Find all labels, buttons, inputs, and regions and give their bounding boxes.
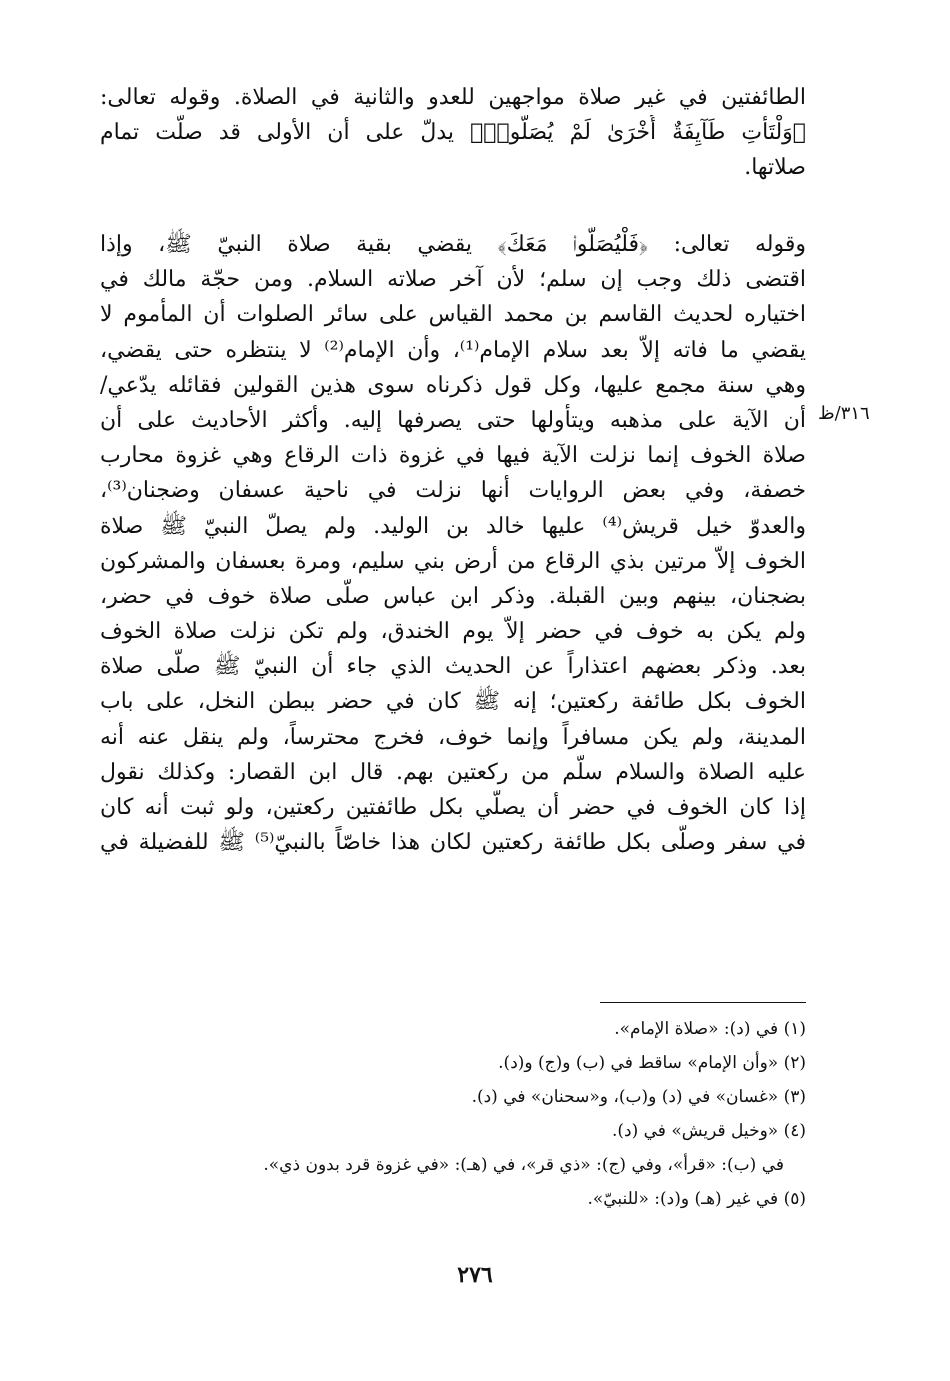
footnote: (٣) «غسان» في (د) و(ب)، و«سحنان» في (د).: [471, 1087, 806, 1107]
text-line: وهي سنة مجمع عليها، وكل قول ذكرناه سوى هذين القولين فقائله يدّعي/: [100, 372, 806, 398]
footnote-continuation: في (ب): «قرأ»، وفي (ج): «ذي قر»، في (هـ): «في غزوة قرد بدون ذي».: [263, 1155, 784, 1175]
text-line: الخوف إلاّ مرتين بذي الرقاع من أرض بني سليم، ومرة بعسفان والمشركون: [100, 548, 806, 574]
text-line: اختياره لحديث القاسم بن محمد القياس على سائر الصلوات أن المأموم لا: [100, 302, 806, 328]
footnote: (٤) «وخيل قريش» في (د).: [612, 1121, 806, 1141]
text-line: عليه الصلاة والسلام سلّم من ركعتين بهم. قال ابن القصار: وكذلك نقول: [100, 759, 806, 785]
text-line: [100, 896, 806, 931]
text-line: يقضي ما فاته إلاّ بعد سلام الإمام⁽¹⁾، وأن الإمام⁽²⁾ لا ينتظره حتى يقضي،: [100, 337, 806, 363]
text-line: بضجنان، بينهم وبين القبلة. وذكر ابن عباس صلّى صلاة خوف في حضر،: [100, 583, 806, 609]
paragraph-2: [100, 227, 806, 966]
text-line: في سفر وصلّى بكل طائفة ركعتين لكان هذا خاصّاً بالنبيّ⁽⁵⁾ ﷺ للفضيلة في: [100, 830, 806, 856]
text-line: الطائفتين في غير صلاة مواجهين للعدو والثانية في الصلاة. وقوله تعالى:: [100, 85, 806, 110]
text-line: صلاتها.: [744, 155, 806, 181]
text-line: الخوف بكل طائفة ركعتين؛ إنه ﷺ كان في حضر ببطن النخل، على باب: [100, 689, 806, 715]
footnote: (٥) في غير (هـ) و(د): «للنبيّ».: [587, 1189, 806, 1209]
text-line: ﴿وَلْتَأْتِ طَآيِفَةٌ أُخْرَىٰ لَمْ يُصَلُّوا۟﴾ يدلّ على أن الأولى قد صلّت تمام: [100, 120, 806, 146]
text-line: المدينة، ولم يكن مسافراً وإنما خوف، فخرج محترساً، ولم ينقل عنه أنه: [100, 724, 806, 750]
text-line: اقتضى ذلك وجب إن سلم؛ لأن آخر صلاته السلام. ومن حجّة مالك في: [100, 267, 806, 293]
text-line: [100, 931, 806, 966]
text-line: [100, 860, 806, 895]
text-line: إذا كان الخوف في حضر أن يصلّي بكل طائفتين ركعتين، ولو ثبت أنه كان: [100, 795, 806, 820]
text-line: بعد. وذكر بعضهم اعتذاراً عن الحديث الذي جاء أن النبيّ ﷺ صلّى صلاة: [100, 654, 806, 680]
text-line: أن الآية على مذهبه ويتأولها حتى يصرفها إليه. وأكثر الأحاديث على أن: [100, 407, 806, 433]
text-line: والعدوّ خيل قريش⁽⁴⁾ عليها خالد بن الوليد. ولم يصلّ النبيّ ﷺ صلاة: [100, 513, 806, 539]
footnote: (٢) «وأن الإمام» ساقط في (ب) و(ج) و(د).: [498, 1053, 806, 1073]
text-line: ولم يكن به خوف في حضر إلاّ يوم الخندق، ولم تكن نزلت صلاة الخوف: [100, 619, 806, 645]
page-number: ٢٧٦: [457, 1262, 493, 1288]
footnote: (١) في (د): «صلاة الإمام».: [614, 1019, 806, 1039]
manuscript-folio-marker: ٣١٦/ظ: [818, 403, 870, 424]
text-line: وقوله تعالى: ﴿فَلْيُصَلُّوا۟ مَعَكَ﴾ يقضي بقية صلاة النبيّ ﷺ، وإذا: [100, 232, 806, 257]
footnotes: [100, 1012, 806, 1216]
paragraph-1: [100, 80, 806, 186]
footnote-separator: [600, 1002, 806, 1003]
text-line: خصفة، وفي بعض الروايات أنها نزلت في ناحية عسفان وضجنان⁽³⁾،: [100, 478, 806, 504]
text-line: صلاة الخوف إنما نزلت الآية فيها في غزوة ذات الرقاع وهي غزوة محارب: [100, 443, 806, 469]
